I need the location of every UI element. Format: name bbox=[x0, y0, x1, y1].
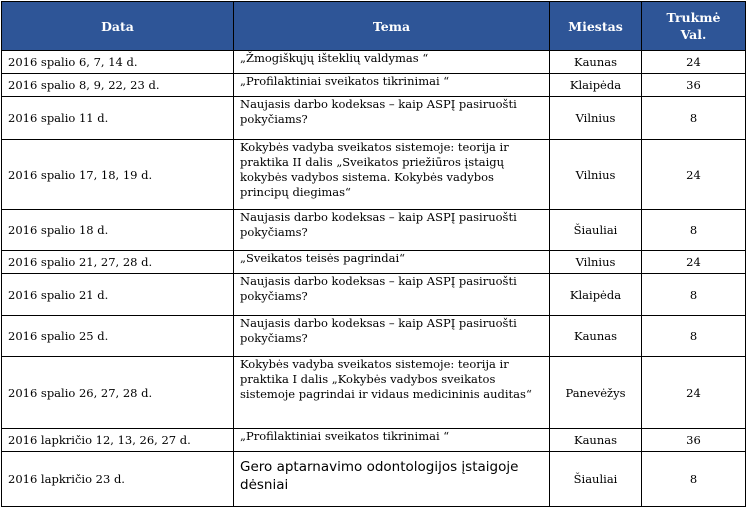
hours-cell: 8 bbox=[642, 210, 746, 251]
hours-cell: 8 bbox=[642, 274, 746, 316]
city-cell: Klaipėda bbox=[550, 274, 642, 316]
date-cell: 2016 lapkričio 12, 13, 26, 27 d. bbox=[2, 429, 234, 452]
table-row bbox=[2, 74, 746, 97]
date-cell: 2016 spalio 6, 7, 14 d. bbox=[2, 51, 234, 74]
date-cell: 2016 spalio 25 d. bbox=[2, 316, 234, 357]
hours-cell: 24 bbox=[642, 51, 746, 74]
city-cell: Vilnius bbox=[550, 97, 642, 140]
topic-cell: Kokybės vadyba sveikatos sistemoje: teorija ir praktika II dalis „Sveikatos priežiūros įstaigų kokybės vadybos sistema. Kokybės vadybos principų diegimas“ bbox=[234, 140, 550, 210]
city-cell: Šiauliai bbox=[550, 210, 642, 251]
table-row bbox=[2, 251, 746, 274]
table-row bbox=[2, 357, 746, 429]
hours-cell: 36 bbox=[642, 429, 746, 452]
topic-cell: Kokybės vadyba sveikatos sistemoje: teorija ir praktika I dalis „Kokybės vadybos sveikatos sistemoje pagrindai ir vidaus medicininis auditas“ bbox=[234, 357, 550, 429]
table-row bbox=[2, 97, 746, 140]
city-cell: Panevėžys bbox=[550, 357, 642, 429]
date-cell: 2016 spalio 21 d. bbox=[2, 274, 234, 316]
header-city: Miestas bbox=[550, 2, 642, 51]
date-cell: 2016 spalio 21, 27, 28 d. bbox=[2, 251, 234, 274]
date-cell: 2016 lapkričio 23 d. bbox=[2, 452, 234, 507]
topic-cell: Naujasis darbo kodeksas – kaip ASPĮ pasiruošti pokyčiams? bbox=[234, 210, 550, 251]
date-cell: 2016 spalio 18 d. bbox=[2, 210, 234, 251]
topic-cell: Gero aptarnavimo odontologijos įstaigoje dėsniai bbox=[234, 452, 550, 507]
table-row bbox=[2, 452, 746, 507]
table-row bbox=[2, 51, 746, 74]
hours-cell: 24 bbox=[642, 140, 746, 210]
city-cell: Kaunas bbox=[550, 51, 642, 74]
topic-cell: „Profilaktiniai sveikatos tikrinimai “ bbox=[234, 74, 550, 97]
topic-cell: Naujasis darbo kodeksas – kaip ASPĮ pasiruošti pokyčiams? bbox=[234, 97, 550, 140]
hours-cell: 8 bbox=[642, 97, 746, 140]
training-schedule-table bbox=[1, 1, 746, 507]
table-row bbox=[2, 210, 746, 251]
date-cell: 2016 spalio 11 d. bbox=[2, 97, 234, 140]
city-cell: Kaunas bbox=[550, 316, 642, 357]
table-row bbox=[2, 316, 746, 357]
header-row bbox=[2, 2, 746, 51]
date-cell: 2016 spalio 8, 9, 22, 23 d. bbox=[2, 74, 234, 97]
header-duration-line1: Trukmė bbox=[666, 10, 721, 25]
city-cell: Šiauliai bbox=[550, 452, 642, 507]
table-row bbox=[2, 429, 746, 452]
topic-cell: „Sveikatos teisės pagrindai“ bbox=[234, 251, 550, 274]
topic-cell: Naujasis darbo kodeksas – kaip ASPĮ pasiruošti pokyčiams? bbox=[234, 274, 550, 316]
hours-cell: 24 bbox=[642, 251, 746, 274]
hours-cell: 24 bbox=[642, 357, 746, 429]
table-header bbox=[2, 2, 746, 51]
table-row bbox=[2, 140, 746, 210]
hours-cell: 8 bbox=[642, 452, 746, 507]
city-cell: Vilnius bbox=[550, 251, 642, 274]
header-duration-line2: Val. bbox=[680, 27, 707, 42]
city-cell: Vilnius bbox=[550, 140, 642, 210]
header-topic: Tema bbox=[234, 2, 550, 51]
header-date: Data bbox=[2, 2, 234, 51]
topic-cell: „Profilaktiniai sveikatos tikrinimai “ bbox=[234, 429, 550, 452]
table-row bbox=[2, 274, 746, 316]
hours-cell: 8 bbox=[642, 316, 746, 357]
hours-cell: 36 bbox=[642, 74, 746, 97]
header-duration bbox=[642, 2, 746, 51]
topic-cell: Naujasis darbo kodeksas – kaip ASPĮ pasiruošti pokyčiams? bbox=[234, 316, 550, 357]
topic-cell: „Žmogiškųjų išteklių valdymas “ bbox=[234, 51, 550, 74]
date-cell: 2016 spalio 26, 27, 28 d. bbox=[2, 357, 234, 429]
city-cell: Klaipėda bbox=[550, 74, 642, 97]
table-body bbox=[2, 51, 746, 507]
date-cell: 2016 spalio 17, 18, 19 d. bbox=[2, 140, 234, 210]
city-cell: Kaunas bbox=[550, 429, 642, 452]
